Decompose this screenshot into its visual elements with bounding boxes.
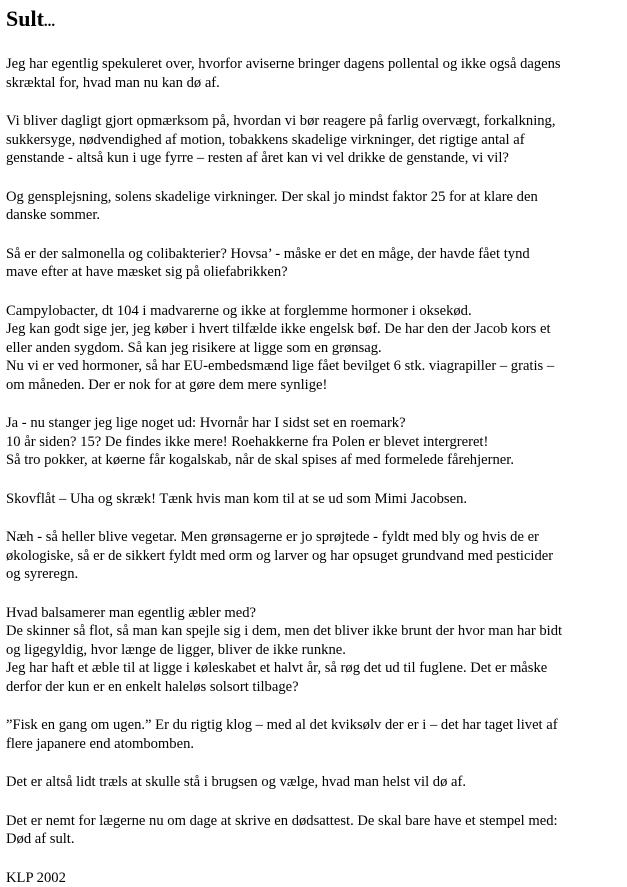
paragraph-line: genstande - altså kun i uge fyrre – resten af året kan vi vel drikke de genstande, vi vil?	[6, 149, 622, 168]
paragraph-line: De skinner så flot, så man kan spejle sig i dem, men det bliver ikke brunt der hvor man har bidt	[6, 622, 622, 641]
paragraph	[6, 245, 622, 282]
document-body	[6, 55, 622, 849]
paragraph-line: Skovflåt – Uha og skræk! Tænk hvis man kom til at se ud som Mimi Jacobsen.	[6, 490, 622, 509]
paragraph-line: danske sommer.	[6, 206, 622, 225]
paragraph-line: Ja - nu stanger jeg lige noget ud: Hvornår har I sidst set en roemark?	[6, 414, 622, 433]
paragraph-line: Død af sult.	[6, 830, 622, 849]
document-title	[6, 6, 622, 35]
paragraph-line: om måneden. Der er nok for at gøre dem mere synlige!	[6, 376, 622, 395]
paragraph-line: ”Fisk en gang om ugen.” Er du rigtig klog – med al det kviksølv der er i – det har taget livet af	[6, 716, 622, 735]
document-title-text: Sult	[6, 6, 44, 31]
paragraph-line: og syreregn.	[6, 565, 622, 584]
paragraph-line: Hvad balsamerer man egentlig æbler med?	[6, 604, 622, 623]
paragraph	[6, 812, 622, 849]
paragraph-line: flere japanere end atombomben.	[6, 735, 622, 754]
paragraph-line: 10 år siden? 15? De findes ikke mere! Roehakkerne fra Polen er blevet intergreret!	[6, 433, 622, 452]
paragraph-line: sukkersyge, nødvendighed af motion, tobakkens skadelige virkninger, det rigtige antal af	[6, 131, 622, 150]
paragraph-line: skræktal for, hvad man nu kan dø af.	[6, 74, 622, 93]
paragraph-line: mave efter at have mæsket sig på oliefabrikken?	[6, 263, 622, 282]
paragraph-line: Så tro pokker, at køerne får kogalskab, når de skal spises af med formelede fårehjerner.	[6, 451, 622, 470]
paragraph	[6, 604, 622, 697]
paragraph-line: Det er altså lidt træls at skulle stå i brugsen og vælge, hvad man helst vil dø af.	[6, 773, 622, 792]
paragraph-line: Vi bliver dagligt gjort opmærksom på, hvordan vi bør reagere på farlig overvægt, forkalkning,	[6, 112, 622, 131]
paragraph	[6, 302, 622, 395]
paragraph	[6, 528, 622, 584]
document-page	[6, 6, 622, 887]
paragraph-line: økologiske, så er de sikkert fyldt med orm og larver og har opsuget grundvand med pesticider	[6, 547, 622, 566]
paragraph-line: Så er der salmonella og colibakterier? Hovsa’ - måske er det en måge, der havde fået tynd	[6, 245, 622, 264]
paragraph-line: eller anden sygdom. Så kan jeg risikere at ligge som en grønsag.	[6, 339, 622, 358]
paragraph-line: Næh - så heller blive vegetar. Men grønsagerne er jo sprøjtede - fyldt med bly og hvis de er	[6, 528, 622, 547]
paragraph	[6, 188, 622, 225]
paragraph	[6, 414, 622, 470]
paragraph	[6, 490, 622, 509]
paragraph	[6, 55, 622, 92]
paragraph-line: Og gensplejsning, solens skadelige virkninger. Der skal jo mindst faktor 25 for at klare den	[6, 188, 622, 207]
paragraph	[6, 112, 622, 168]
paragraph-line: derfor der kun er en enkelt haleløs solsort tilbage?	[6, 678, 622, 697]
paragraph	[6, 716, 622, 753]
paragraph-line: Jeg har egentlig spekuleret over, hvorfor aviserne bringer dagens pollental og ikke også dagens	[6, 55, 622, 74]
paragraph-line: og ligegyldig, hvor længe de ligger, bliver de ikke runkne.	[6, 641, 622, 660]
document-title-ellipsis: ...	[44, 14, 55, 30]
paragraph-line: Det er nemt for lægerne nu om dage at skrive en dødsattest. De skal bare have et stempel med:	[6, 812, 622, 831]
paragraph-line: Campylobacter, dt 104 i madvarerne og ikke at forglemme hormoner i oksekød.	[6, 302, 622, 321]
paragraph-line: Jeg kan godt sige jer, jeg køber i hvert tilfælde ikke engelsk bøf. De har den der Jacob kors et	[6, 320, 622, 339]
document-signature: KLP 2002	[6, 869, 622, 887]
paragraph	[6, 773, 622, 792]
paragraph-line: Nu vi er ved hormoner, så har EU-embedsmænd lige fået bevilget 6 stk. viagrapiller – gratis –	[6, 357, 622, 376]
paragraph-line: Jeg har haft et æble til at ligge i køleskabet et halvt år, så røg det ud til fuglene. Det er måske	[6, 659, 622, 678]
